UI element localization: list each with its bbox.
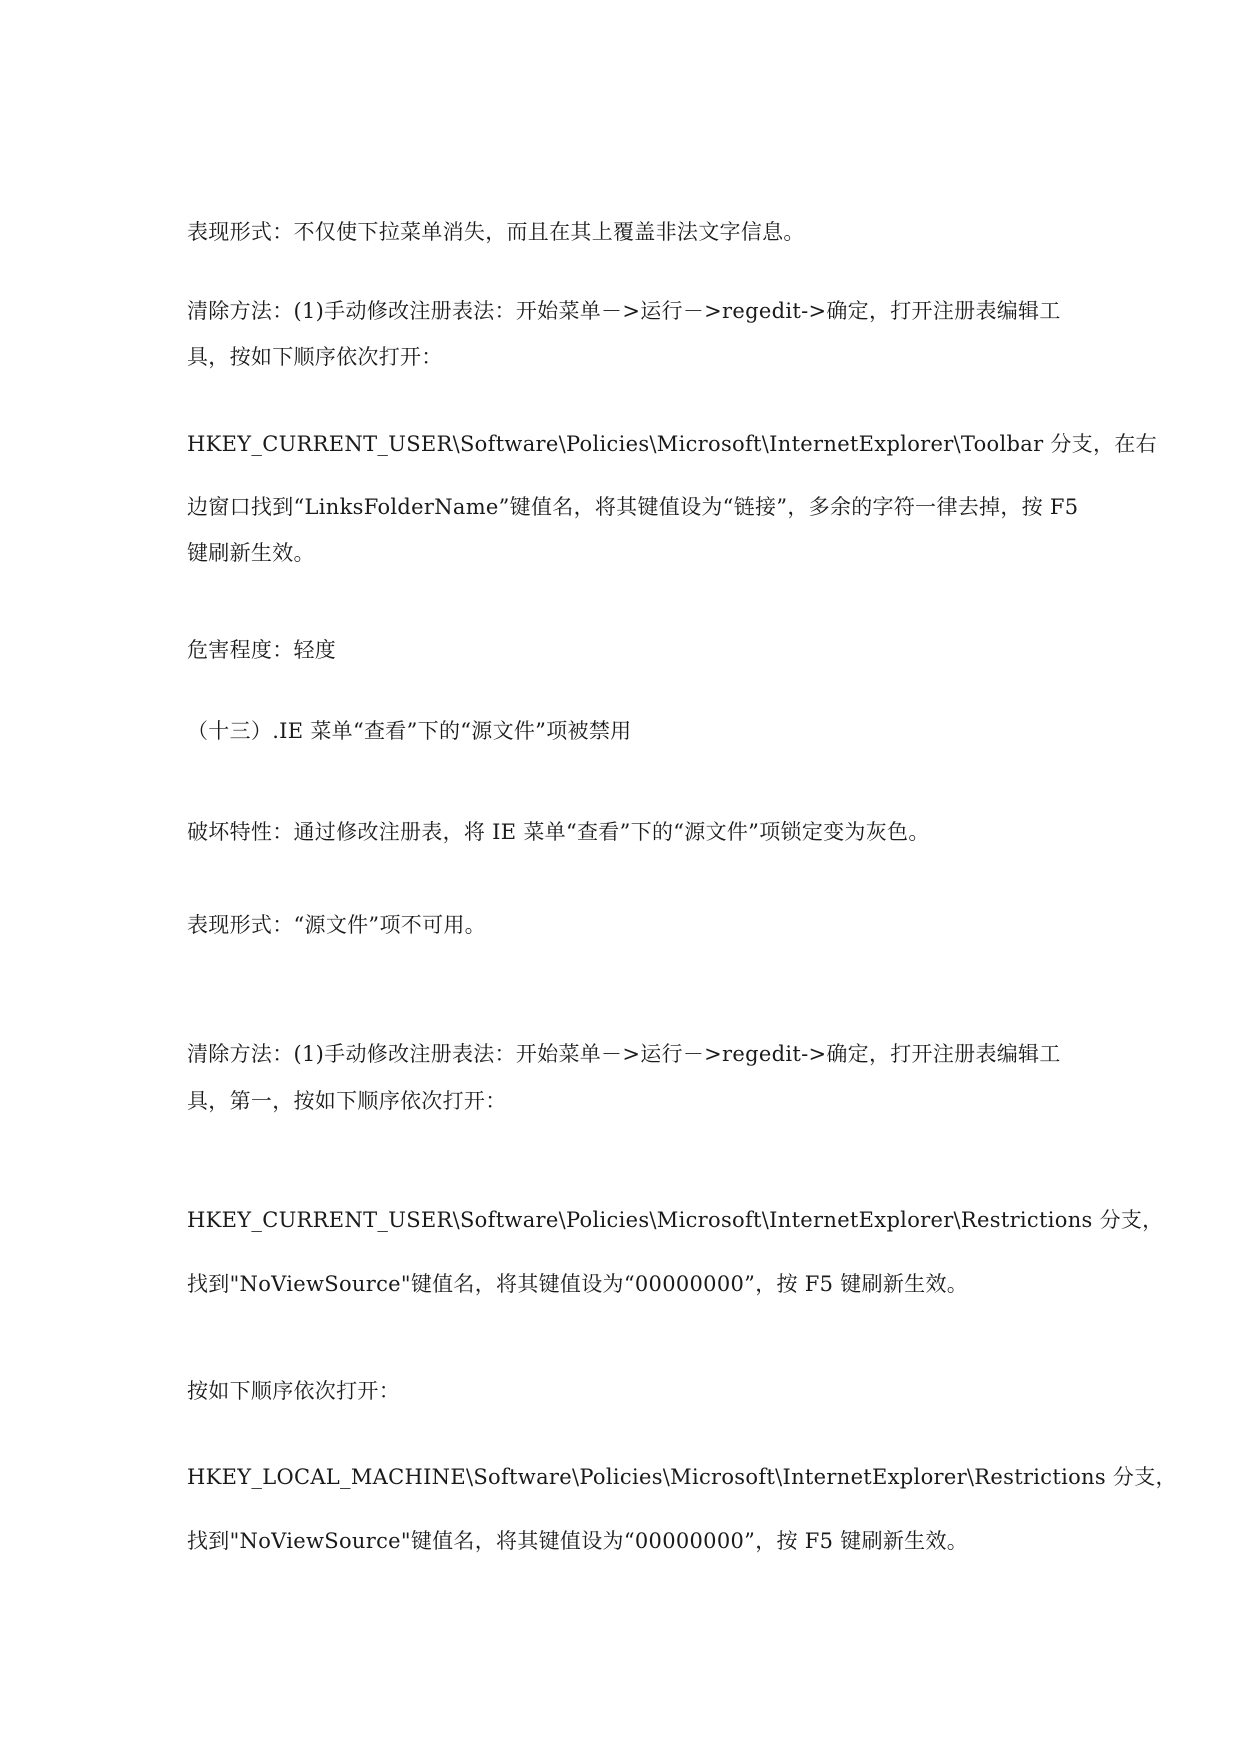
- paragraph-open-order: 按如下顺序依次打开：: [187, 1379, 400, 1403]
- registry-path-toolbar: HKEY_CURRENT_USER\Software\Policies\Microsoft\InternetExplorer\Toolbar 分支，在右: [187, 432, 1157, 456]
- paragraph-links-folder-line-1: 边窗口找到“LinksFolderName”键值名，将其键值设为“链接”，多余的字符一律去掉，按 F5: [187, 495, 1079, 519]
- paragraph-damage-feature: 破坏特性：通过修改注册表，将 IE 菜单“查看”下的“源文件”项锁定变为灰色。: [187, 820, 930, 844]
- paragraph-noviewsource-2: 找到"NoViewSource"键值名，将其键值设为“00000000”，按 F5 键刷新生效。: [187, 1529, 969, 1553]
- paragraph-links-folder-line-2: 键刷新生效。: [187, 541, 315, 565]
- paragraph-removal-1-line-1: 清除方法：(1)手动修改注册表法：开始菜单－>运行－>regedit->确定，打开注册表编辑工: [187, 299, 1061, 323]
- paragraph-removal-2-line-1: 清除方法：(1)手动修改注册表法：开始菜单－>运行－>regedit->确定，打开注册表编辑工: [187, 1042, 1061, 1066]
- section-heading-13: （十三）.IE 菜单“查看”下的“源文件”项被禁用: [187, 719, 632, 743]
- paragraph-symptom-1: 表现形式：不仅使下拉菜单消失，而且在其上覆盖非法文字信息。: [187, 220, 805, 244]
- paragraph-removal-1-line-2: 具，按如下顺序依次打开：: [187, 345, 443, 369]
- paragraph-symptom-2: 表现形式：“源文件”项不可用。: [187, 913, 486, 937]
- registry-path-hklm-restrictions: HKEY_LOCAL_MACHINE\Software\Policies\Microsoft\InternetExplorer\Restrictions 分支，: [187, 1465, 1177, 1489]
- paragraph-removal-2-line-2: 具，第一，按如下顺序依次打开：: [187, 1089, 507, 1113]
- paragraph-severity: 危害程度：轻度: [187, 638, 337, 662]
- paragraph-noviewsource-1: 找到"NoViewSource"键值名，将其键值设为“00000000”，按 F5 键刷新生效。: [187, 1272, 969, 1296]
- registry-path-hkcu-restrictions: HKEY_CURRENT_USER\Software\Policies\Microsoft\InternetExplorer\Restrictions 分支，: [187, 1208, 1164, 1232]
